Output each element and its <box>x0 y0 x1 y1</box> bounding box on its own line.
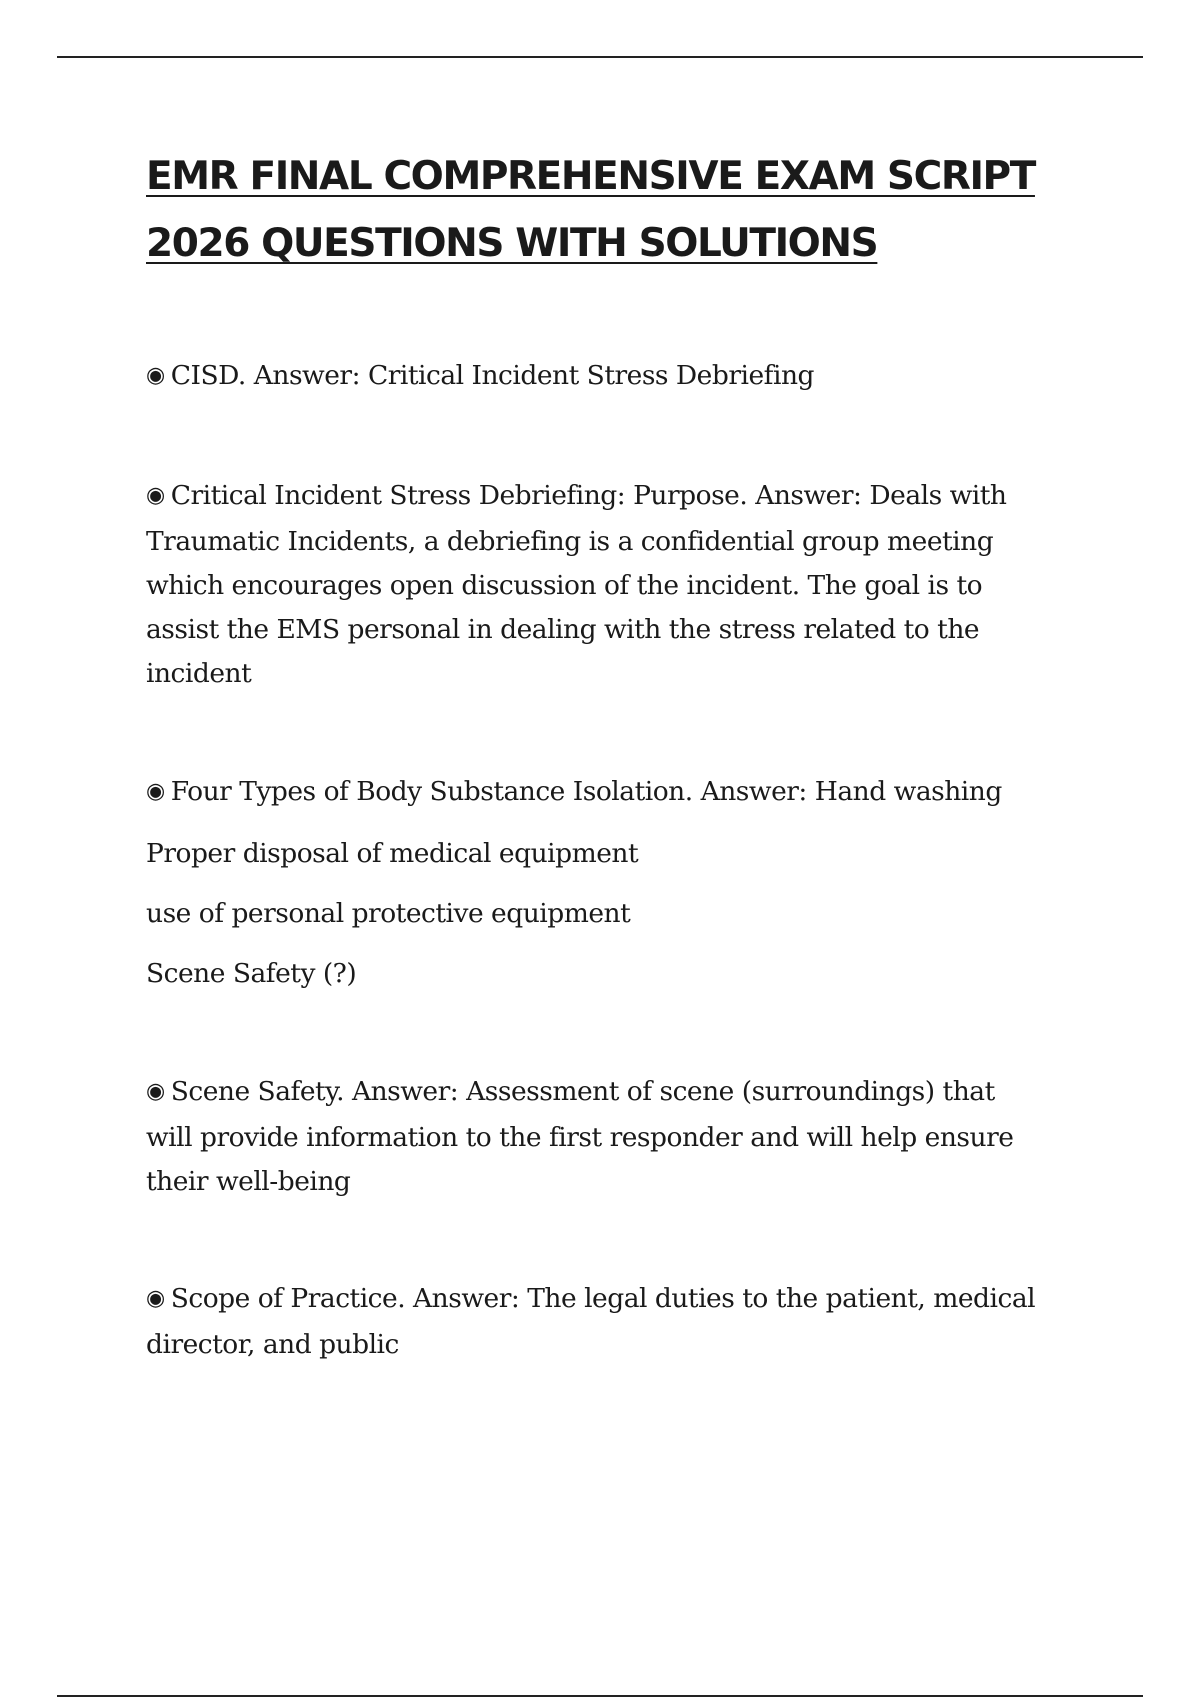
qa-line: ◉ CISD. Answer: Critical Incident Stress Debriefing <box>146 360 814 391</box>
bottom-rule <box>57 1695 1143 1697</box>
qa-item-body-substance-isolation <box>146 770 1086 1004</box>
qa-line: ◉ Four Types of Body Substance Isolation. Answer: Hand washing <box>146 776 1002 807</box>
qa-line: their well-being <box>146 1166 351 1197</box>
radio-bullet-icon: ◉ <box>146 483 165 508</box>
qa-line: Proper disposal of medical equipment <box>146 838 639 869</box>
qa-line: Traumatic Incidents, a debriefing is a confidential group meeting <box>146 526 994 557</box>
qa-item-scope-of-practice <box>146 1277 1086 1367</box>
qa-line: director, and public <box>146 1329 399 1360</box>
qa-line: Scene Safety (?) <box>146 958 357 989</box>
qa-line: will provide information to the first responder and will help ensure <box>146 1122 1014 1153</box>
qa-line: ◉ Critical Incident Stress Debriefing: Purpose. Answer: Deals with <box>146 480 1007 511</box>
qa-line: ◉ Scene Safety. Answer: Assessment of scene (surroundings) that <box>146 1076 995 1107</box>
qa-line: assist the EMS personal in dealing with the stress related to the <box>146 614 980 645</box>
title-line-1: EMR FINAL COMPREHENSIVE EXAM SCRIPT <box>146 154 1035 199</box>
radio-bullet-icon: ◉ <box>146 1079 165 1104</box>
qa-item-cisd-purpose <box>146 474 1086 696</box>
document-title <box>146 143 1106 277</box>
title-line-2: 2026 QUESTIONS WITH SOLUTIONS <box>146 221 878 266</box>
top-rule <box>57 56 1143 58</box>
qa-line: use of personal protective equipment <box>146 898 631 929</box>
radio-bullet-icon: ◉ <box>146 1286 165 1311</box>
qa-line: which encourages open discussion of the incident. The goal is to <box>146 570 983 601</box>
radio-bullet-icon: ◉ <box>146 363 165 388</box>
radio-bullet-icon: ◉ <box>146 779 165 804</box>
qa-item-cisd <box>146 354 1086 400</box>
qa-item-scene-safety <box>146 1070 1086 1204</box>
qa-line: ◉ Scope of Practice. Answer: The legal duties to the patient, medical <box>146 1283 1036 1314</box>
qa-line: incident <box>146 658 252 689</box>
